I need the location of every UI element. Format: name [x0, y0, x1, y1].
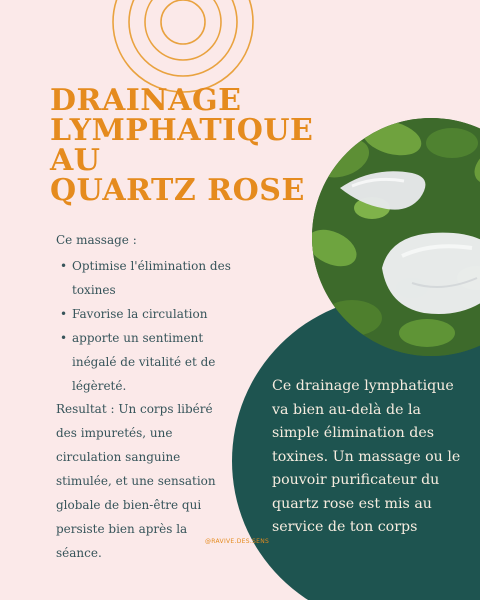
intro-text: Ce massage : — [56, 233, 137, 247]
title-line-4: QUARTZ ROSE — [50, 173, 305, 208]
social-handle: @RAVIVE.DES.SENS — [205, 538, 270, 545]
page-title — [50, 83, 320, 208]
benefits-list — [60, 254, 250, 398]
title-line-3: AU — [50, 143, 101, 178]
description-paragraph: Ce drainage lymphatique va bien au-delà de la simple élimination des toxines. Un massage ou le pouvoir purificateur du quartz rose est mis au service de ton corps — [272, 378, 461, 535]
result-paragraph: Resultat : Un corps libéré des impuretés, une circulation sanguine stimulée, et une sensation globale de bien-être qui persiste bien après la séance. — [56, 402, 216, 560]
title-line-1: DRAINAGE — [50, 83, 242, 118]
benefit-item-3: • apporte un sentiment inégalé de vitalité et de légèreté. — [60, 326, 250, 398]
title-line-2: LYMPHATIQUE — [50, 113, 314, 148]
benefit-item-2: • Favorise la circulation — [60, 302, 250, 326]
benefit-item-1: • Optimise l'élimination des toxines — [60, 254, 250, 302]
